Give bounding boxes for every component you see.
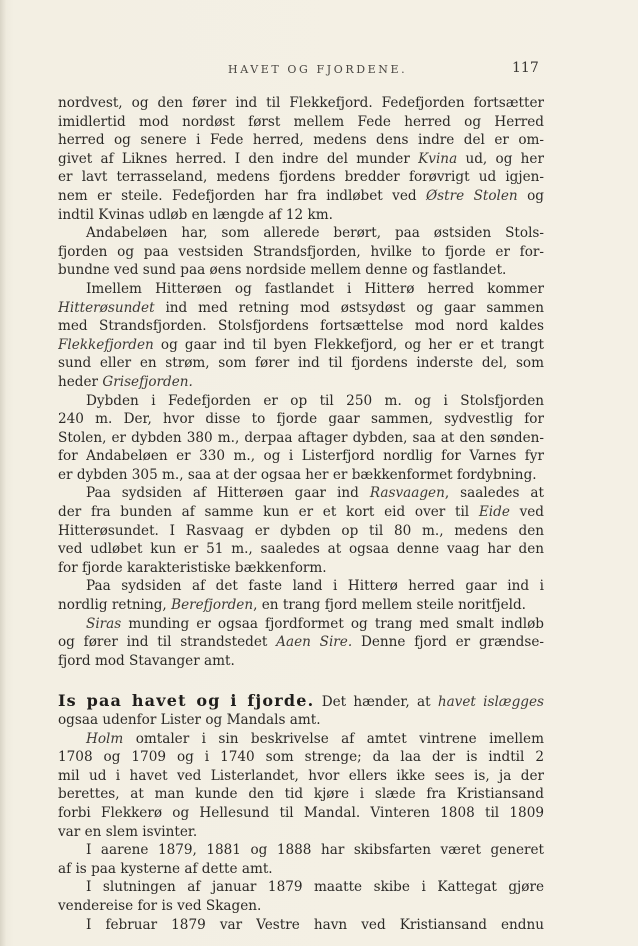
text-line bbox=[58, 596, 544, 615]
text-line bbox=[58, 317, 544, 336]
line-text: ogsaa udenfor Lister og Mandals amt. bbox=[58, 712, 321, 728]
line-text: herred og senere i Fede herred, medens dens indre del er om- bbox=[58, 132, 544, 149]
line-text: nem er steile. Fedefjorden har fra indløbet ved bbox=[58, 187, 427, 204]
text-line bbox=[58, 559, 544, 578]
text-line bbox=[58, 113, 544, 132]
text-line bbox=[58, 785, 544, 804]
italic-place-name: Flekkefjorden bbox=[58, 336, 154, 353]
italic-place-name: Østre Stolen bbox=[426, 187, 518, 204]
line-text: 1708 og 1709 og i 1740 som strenge; da laa der is indtil 2 bbox=[58, 749, 544, 766]
text-line bbox=[58, 447, 544, 466]
text-line bbox=[58, 168, 544, 187]
text-line bbox=[58, 540, 544, 559]
line-text: fjord mod Stavanger amt. bbox=[58, 652, 235, 669]
text-line bbox=[58, 916, 544, 935]
line-text: Stolen, er dybden 380 m., derpaa aftager dybden, saa at den sønden- bbox=[58, 429, 544, 446]
line-text: nordlig retning, bbox=[58, 597, 172, 614]
line-text-after: Denne fjord er grændse- bbox=[352, 634, 544, 651]
line-text: for Andabeløen er 330 m., og i Listerfjord nordlig for Varnes fyr bbox=[58, 448, 544, 465]
line-text: Paa sydsiden af Hitterøen gaar ind bbox=[86, 485, 370, 502]
text-line bbox=[58, 804, 544, 823]
line-text: er lavt terrasseland, medens fjordens bredder forøvrigt ud igjen- bbox=[58, 169, 544, 186]
text-line bbox=[58, 748, 544, 767]
line-text: Dybden i Fedefjorden er op til 250 m. og i Stolsfjorden bbox=[86, 392, 544, 409]
text-line bbox=[58, 503, 544, 522]
text-line bbox=[58, 633, 544, 652]
line-text: mil ud i havet ved Listerlandet, hvor ellers ikke sees is, ja der bbox=[58, 767, 544, 784]
line-text: Paa sydsiden af det faste land i Hitterø herred gaar ind i bbox=[86, 578, 544, 595]
text-line bbox=[58, 429, 544, 448]
text-line bbox=[58, 299, 544, 318]
italic-place-name: Aaen Sire. bbox=[276, 634, 353, 651]
line-text-after: og bbox=[517, 187, 544, 204]
text-line bbox=[58, 823, 544, 842]
page-spine-shadow bbox=[0, 0, 6, 946]
line-text: sund eller en strøm, som fører ind til fjordens inderste del, som bbox=[58, 355, 544, 372]
text-line bbox=[58, 522, 544, 541]
page-number: 117 bbox=[512, 60, 539, 76]
line-text: nordvest, og den fører ind til Flekkefjord. Fedefjorden fortsætter bbox=[58, 95, 544, 111]
text-line bbox=[58, 615, 544, 634]
text-line bbox=[58, 711, 544, 730]
text-line bbox=[58, 94, 544, 113]
line-text: var en slem isvinter. bbox=[58, 823, 198, 840]
text-line bbox=[58, 860, 544, 879]
text-line bbox=[58, 336, 544, 355]
italic-place-name: Rasvaagen bbox=[369, 485, 445, 502]
line-text: forbi Flekkerø og Hellesund til Mandal. Vinteren 1808 til 1809 bbox=[58, 804, 544, 821]
text-line bbox=[58, 243, 544, 262]
line-text: ved udløbet kun er 51 m., saaledes at ogsaa denne vaag har den bbox=[58, 541, 544, 558]
text-line bbox=[58, 692, 544, 711]
line-text-after: , en trang fjord mellem steile noritfjeld. bbox=[253, 597, 526, 614]
line-text: imidlertid mod nordøst først mellem Fede herred og Herred bbox=[58, 113, 544, 130]
text-line bbox=[58, 354, 544, 373]
line-text: med Strandsfjorden. Stolsfjordens fortsættelse mod nord kaldes bbox=[58, 318, 544, 335]
line-text: for fjorde karakteristiske bækkenform. bbox=[58, 559, 327, 576]
text-line bbox=[58, 224, 544, 243]
text-line bbox=[58, 484, 544, 503]
italic-place-name: Hitterøsundet bbox=[58, 299, 155, 316]
text-line bbox=[58, 187, 544, 206]
line-text: af is paa kysterne af dette amt. bbox=[58, 860, 273, 877]
paragraph-gap bbox=[58, 670, 544, 692]
line-text-after: ved bbox=[509, 504, 544, 521]
text-line bbox=[58, 652, 544, 671]
section-lead-heading: Is paa havet og i fjorde. bbox=[58, 692, 315, 711]
text-line bbox=[58, 373, 544, 392]
text-line bbox=[58, 280, 544, 299]
text-line bbox=[58, 131, 544, 150]
line-text: heder bbox=[58, 373, 103, 390]
line-text-after: ud, og her bbox=[457, 150, 544, 167]
italic-place-name: Berefjorden bbox=[171, 597, 254, 614]
line-text: der fra bunden af samme kun er et kort eid over til bbox=[58, 504, 479, 521]
line-text: I aarene 1879, 1881 og 1888 har skibsfarten været generet bbox=[86, 842, 544, 859]
line-text: I slutningen af januar 1879 maatte skibe i Kattegat gjøre bbox=[86, 879, 544, 896]
text-line bbox=[58, 410, 544, 429]
line-text: bundne ved sund paa øens nordside mellem denne og fastlandet. bbox=[58, 262, 507, 279]
line-text-after: omtaler i sin beskrivelse af amtet vintrene imellem bbox=[123, 730, 544, 747]
line-text: 240 m. Der, hvor disse to fjorde gaar sammen, sydvestlig for bbox=[58, 411, 544, 428]
line-text: indtil Kvinas udløb en længde af 12 km. bbox=[58, 206, 333, 223]
line-text: vendereise for is ved Skagen. bbox=[58, 897, 262, 914]
text-line bbox=[58, 392, 544, 411]
line-text-after: og gaar ind til byen Flekkefjord, og her er et trangt bbox=[153, 336, 544, 353]
text-line bbox=[58, 730, 544, 749]
text-line bbox=[58, 150, 544, 169]
italic-place-name: Eide bbox=[478, 504, 510, 521]
italic-place-name: havet islægges bbox=[437, 694, 544, 711]
line-text: Imellem Hitterøen og fastlandet i Hitterø herred kommer bbox=[86, 280, 544, 297]
page-header bbox=[0, 60, 638, 82]
line-text-after: ind med retning mod østsydøst og gaar sammen bbox=[154, 299, 544, 316]
line-text: berettes, at man kunde den tid kjøre i slæde fra Kristiansand bbox=[58, 786, 544, 803]
line-text: og fører ind til strandstedet bbox=[58, 634, 277, 651]
line-text: Det hænder, at bbox=[314, 694, 438, 711]
text-line bbox=[58, 466, 544, 485]
line-text: er dybden 305 m., saa at der ogsaa her er bækkenformet fordybning. bbox=[58, 466, 537, 483]
italic-place-name: Siras bbox=[86, 615, 122, 632]
italic-place-name: Kvina bbox=[418, 150, 458, 167]
body-text bbox=[58, 94, 544, 934]
line-text-after: , saaledes at bbox=[444, 485, 544, 502]
line-text: fjorden og paa vestsiden Strandsfjorden, hvilke to fjorde er for- bbox=[58, 243, 544, 260]
line-text: givet af Liknes herred. I den indre del munder bbox=[58, 150, 419, 167]
italic-place-name: Grisefjorden. bbox=[102, 373, 193, 390]
text-line bbox=[58, 897, 544, 916]
text-line bbox=[58, 878, 544, 897]
text-line bbox=[58, 261, 544, 280]
line-text: I februar 1879 var Vestre havn ved Kristiansand endnu bbox=[86, 916, 544, 933]
text-line bbox=[58, 206, 544, 225]
line-text: Andabeløen har, som allerede berørt, paa østsiden Stols- bbox=[86, 225, 544, 242]
line-text: Hitterøsundet. I Rasvaag er dybden op til 80 m., medens den bbox=[58, 522, 544, 539]
running-title: HAVET OG FJORDENE. bbox=[228, 63, 408, 76]
text-line bbox=[58, 577, 544, 596]
text-line bbox=[58, 767, 544, 786]
italic-place-name: Holm bbox=[86, 730, 124, 747]
text-line bbox=[58, 841, 544, 860]
line-text-after: munding er ogsaa fjordformet og trang med smalt indløb bbox=[121, 615, 544, 632]
